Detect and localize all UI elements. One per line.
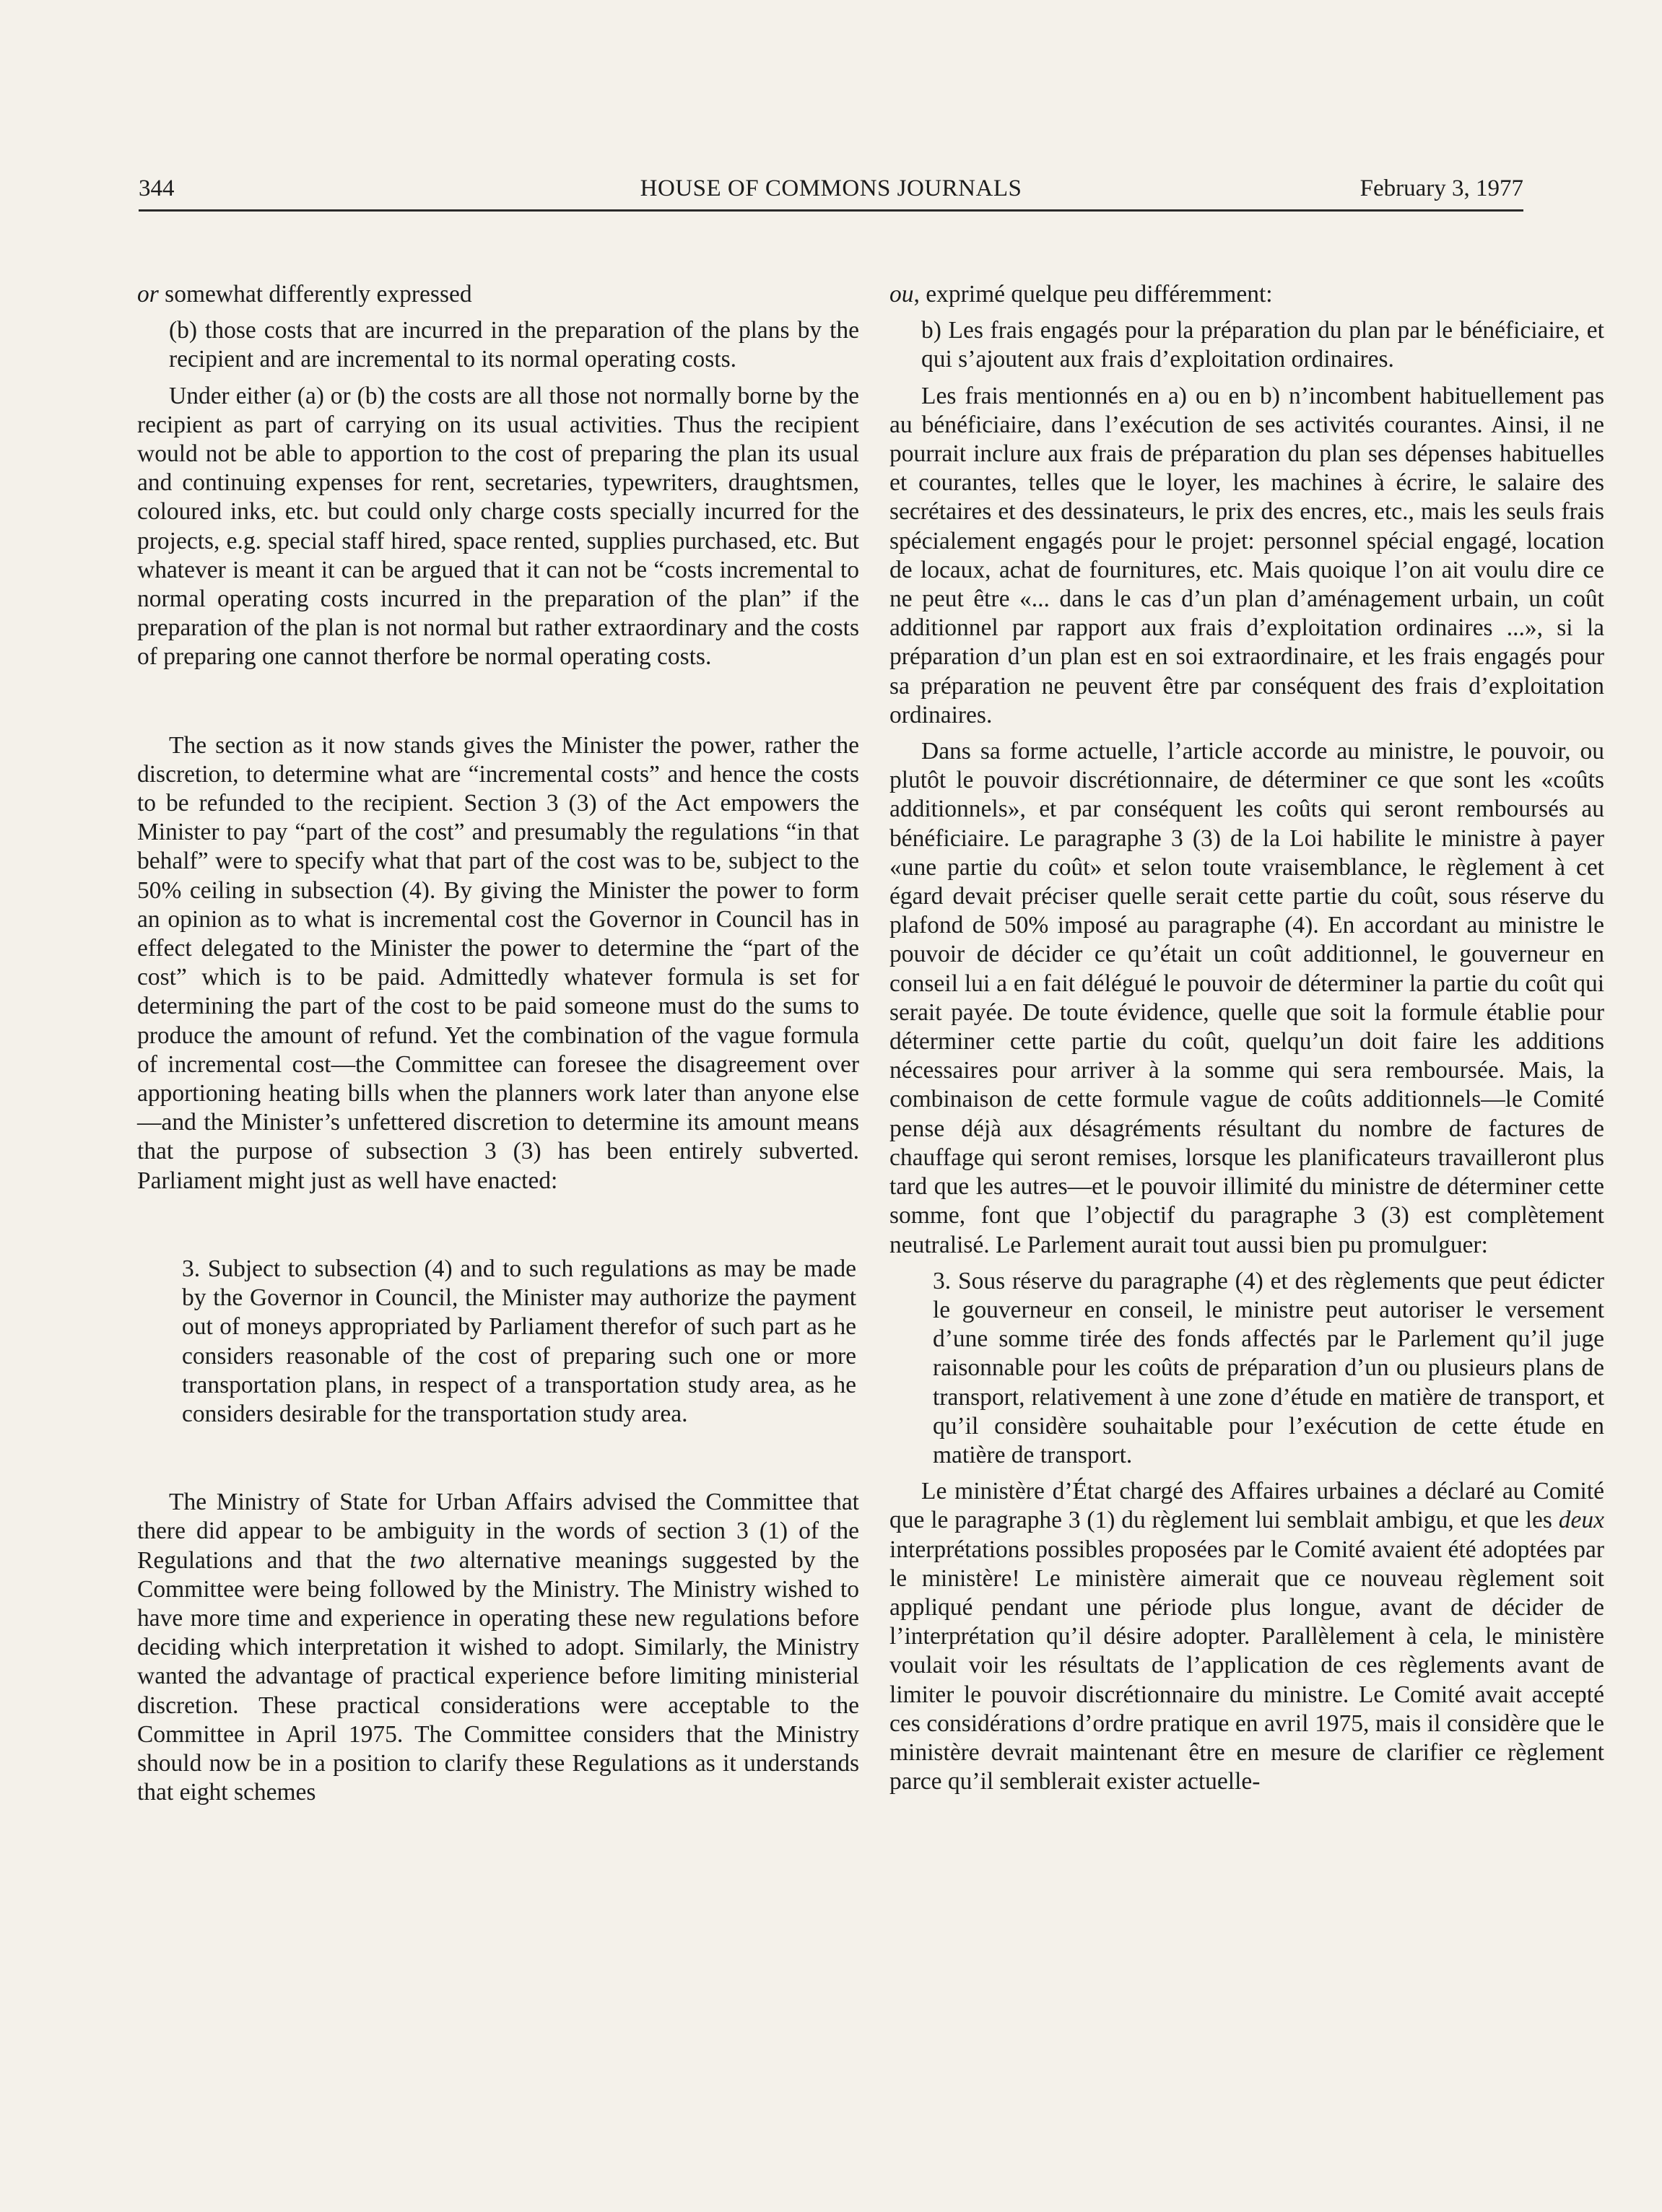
fr-intro: ou, exprimé quelque peu différemment: <box>889 281 1273 308</box>
en-paragraph-ministry: The Ministry of State for Urban Affairs advised the Committee that there did appear to be ambiguity in the words of section 3 (1) of the Regulations and that the two alternative meanings suggested by the Committee were being followed by the Ministry. The Ministry wished to have more time and experience in operating these new regulations before deciding which interpretation it wished to adopt. Similarly, the Ministry wanted the advantage of practical experience before limiting ministerial discretion. These practical considerations were acceptable to the Committee in April 1975. The Committee considers that the Ministry should now be in a position to clarify these Regulations as it understands that eight schemes <box>137 1489 859 1806</box>
english-column <box>137 280 859 1807</box>
en-paragraph-costs: Under either (a) or (b) the costs are all those not normally borne by the recipient as part of carrying on its usual activities. Thus the recipient would not be able to apportion to the cost of preparing the plan its usual and continuing expenses for rent, secretaries, typewriters, draughtsmen, coloured inks, etc. but could only charge costs specially incurred for the projects, e.g. special staff hired, space rented, supplies purchased, etc. But whatever is meant it can be argued that it can not be “costs incremental to normal operating costs incurred in the preparation of the plan” if the preparation of the plan is not normal but rather extraordinary and the costs of preparing one cannot therfore be normal operating costs. <box>137 382 859 671</box>
fr-paragraph-ministry: Le ministère d’État chargé des Affaires urbaines a déclaré au Comité que le paragraphe 3 (1) du règlement lui semblait ambigu, et que les deux interprétations possibles proposées par le Comité avaient été adoptées par le ministère! Le ministère aimerait que ce nouveau règlement soit appliqué pendant une période plus longue, avant de décider de l’interprétation qu’il désire adopter. Parallèlement à cela, le ministère voulait voir les résultats de l’application de ces règlements avant de limiter le pouvoir discrétionnaire du ministre. Le Comité avait accepté ces considérations d’ordre pratique en avril 1975, mais il considère que le ministère devrait maintenant être en mesure de clarifier ce règlement parce qu’il semblerait exister actuelle- <box>889 1478 1604 1795</box>
fr-clause-b: b) Les frais engagés pour la préparation du plan par le bénéficiaire, et qui s’ajoutent aux frais d’exploitation ordinaires. <box>921 317 1604 373</box>
fr-paragraph-costs: Les frais mentionnés en a) ou en b) n’incombent habituellement pas au bénéficiaire, dans l’exécution de ses activités courantes. Ainsi, il ne pourrait inclure aux frais de préparation du plan ses dépenses habituelles et courantes, telles que le loyer, les machines à écrire, le salaire des secrétaires et des dessinateurs, le prix des encres, etc., mais les seuls frais spécialement engagés pour le projet: personnel spécial engagé, location de locaux, achat de fournitures, etc. Mais quoique l’on ait voulu dire ce ne peut être «... dans le cas d’un plan d’aménagement urbain, un coût additionnel par rapport aux frais d’exploitation ordinaires ...», si la préparation d’un plan est en soi extraordinaire, et les frais engagés pour sa préparation ne peuvent être par conséquent des frais d’exploitation ordinaires. <box>889 382 1604 728</box>
en-clause-b: (b) those costs that are incurred in the preparation of the plans by the recipient and are incremental to its normal operating costs. <box>169 317 859 373</box>
journal-date: February 3, 1977 <box>1359 175 1523 201</box>
en-quoted-enactment: 3. Subject to subsection (4) and to such regulations as may be made by the Governor in Council, the Minister may authorize the payment out of moneys appropriated by Parliament therefor of such part as he considers reasonable of the cost of preparing such one or more transportation plans, in respect of a transportation study area, as he considers desirable for the transportation study area. <box>182 1255 856 1427</box>
en-paragraph-section: The section as it now stands gives the Minister the power, rather the discretion, to determine what are “incremental costs” and hence the costs to be refunded to the recipient. Section 3 (3) of the Act empowers the Minister to pay “part of the cost” and presumably the regulations “in that behalf” were to specify what that part of the cost was to be, subject to the 50% ceiling in subsection (4). By giving the Minister the power to form an opinion as to what is incremental cost the Governor in Council has in effect delegated to the Minister the power to determine the “part of the cost” which is to be paid. Admittedly whatever formula is set for determining the part of the cost to be paid someone must do the sums to produce the amount of refund. Yet the combination of the vague formula of incremental cost—the Committee can foresee the disagreement over apportioning heating bills when the planners work later than anyone else—and the Minister’s unfettered discretion to determine its amount means that the purpose of subsection 3 (3) has been entirely subverted. Parliament might just as well have enacted: <box>137 731 859 1194</box>
fr-quoted-enactment: 3. Sous réserve du paragraphe (4) et des règlements que peut édicter le gouverneur en conseil, le ministre peut autoriser le versement d’une somme tirée des fonds affectés par le Parlement qu’il juge raisonnable pour les coûts de préparation d’un ou plusieurs plans de transport, relativement à une zone d’étude en matière de transport, et qu’il considère souhaitable pour l’exécution de cette étude en matière de transport. <box>933 1267 1604 1468</box>
header-rule <box>139 209 1523 212</box>
page-number: 344 <box>139 175 175 201</box>
page-header <box>139 163 1523 206</box>
en-intro: or somewhat differently expressed <box>137 281 472 308</box>
fr-paragraph-section: Dans sa forme actuelle, l’article accorde au ministre, le pouvoir, ou plutôt le pouvoir discrétionnaire, de déterminer ce que sont les «coûts additionnels», et par conséquent les coûts qui seront remboursés au bénéficiaire. Le paragraphe 3 (3) de la Loi habilite le ministre à payer «une partie du coût» et selon toute vraisemblance, le règlement à cet égard devait préciser quelle serait cette partie du coût, sous réserve du plafond de 50% imposé au paragraphe (4). En accordant au ministre le pouvoir de décider ce qu’était un coût additionnel, le gouverneur en conseil lui a en fait délégué le pouvoir de déterminer la partie du coût qui serait payée. De toute évidence, quelle que soit la formule établie pour déterminer cette partie du coût, quelqu’un doit faire les additions nécessaires pour arriver à la somme qui sera remboursée. Mais, la combinaison de cette formule vague de coûts additionnels—le Comité pense déjà aux désagréments résultant du nombre de factures de chauffage qui seront remises, lorsque les planificateurs travailleront plus tard que les autres—et le pouvoir illimité du ministre de déterminer cette somme, font que l’objectif du paragraphe 3 (3) est complètement neutralisé. Le Parlement aurait tout aussi bien pu promulguer: <box>889 738 1604 1258</box>
journal-title: HOUSE OF COMMONS JOURNALS <box>640 175 1022 201</box>
french-column <box>889 280 1604 1796</box>
